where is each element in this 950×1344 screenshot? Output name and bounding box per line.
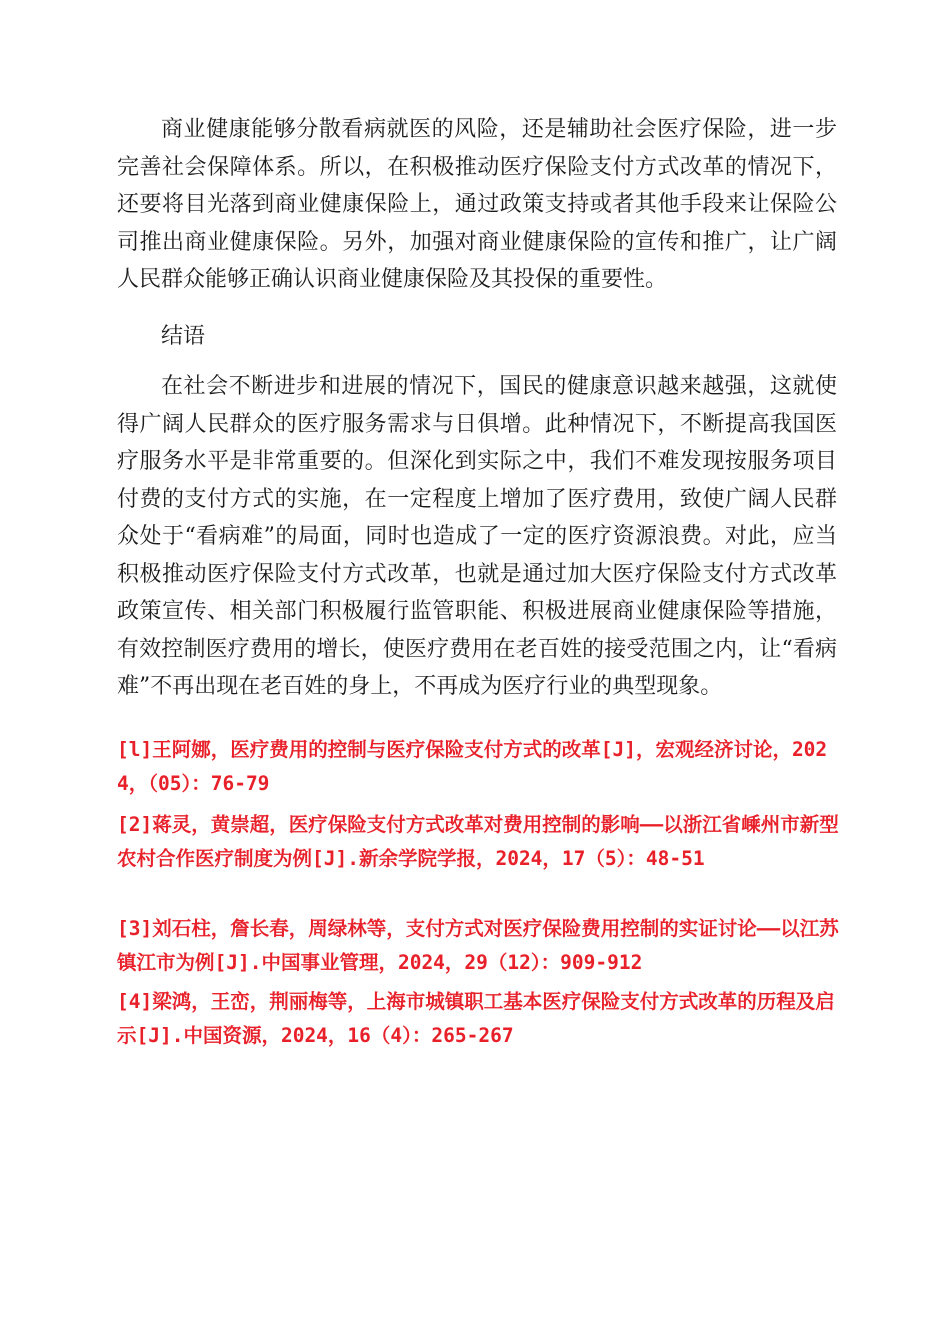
reference-item-2: [2]蒋灵，黄崇超，医疗保险支付方式改革对费用控制的影响——以浙江省嵊州市新型农村合作医疗制度为例[J].新余学院学报，2024，17（5）：48-51 (117, 813, 839, 870)
conclusion-heading: 结语 (161, 324, 206, 349)
paragraph-conclusion: 在社会不断进步和进展的情况下，国民的健康意识越来越强，这就使得广阔人民群众的医疗服务需求与日俱增。此种情况下，不断提高我国医疗服务水平是非常重要的。但深化到实际之中，我们不难发现按服务项目付费的支付方式的实施，在一定程度上增加了医疗费用，致使广阔人民群众处于“看病难”的局面，同时也造成了一定的医疗资源浪费。对此，应当积极推动医疗保险支付方式改革，也就是通过加大医疗保险支付方式改革政策宣传、相关部门积极履行监管职能、积极进展商业健康保险等措施，有效控制医疗费用的增长，使医疗费用在老百姓的接受范围之内，让“看病难”不再出现在老百姓的身上，不再成为医疗行业的典型现象。 (117, 374, 837, 699)
reference-item-1: [l]王阿娜，医疗费用的控制与医疗保险支付方式的改革[J]，宏观经济讨论，2024，（05）：76-79 (117, 738, 828, 795)
reference-item-4: [4]梁鸿，王峦，荆丽梅等，上海市城镇职工基本医疗保险支付方式改革的历程及启示[J].中国资源，2024，16（4）：265-267 (117, 990, 835, 1047)
reference-item-3: [3]刘石柱，詹长春，周绿林等，支付方式对医疗保险费用控制的实证讨论——以江苏镇江市为例[J].中国事业管理，2024，29（12）：909-912 (117, 917, 839, 974)
paragraph-commercial-insurance: 商业健康能够分散看病就医的风险，还是辅助社会医疗保险，进一步完善社会保障体系。所以，在积极推动医疗保险支付方式改革的情况下，还要将目光落到商业健康保险上，通过政策支持或者其他手段来让保险公司推出商业健康保险。另外，加强对商业健康保险的宣传和推广，让广阔人民群众能够正确认识商业健康保险及其投保的重要性。 (117, 117, 837, 292)
